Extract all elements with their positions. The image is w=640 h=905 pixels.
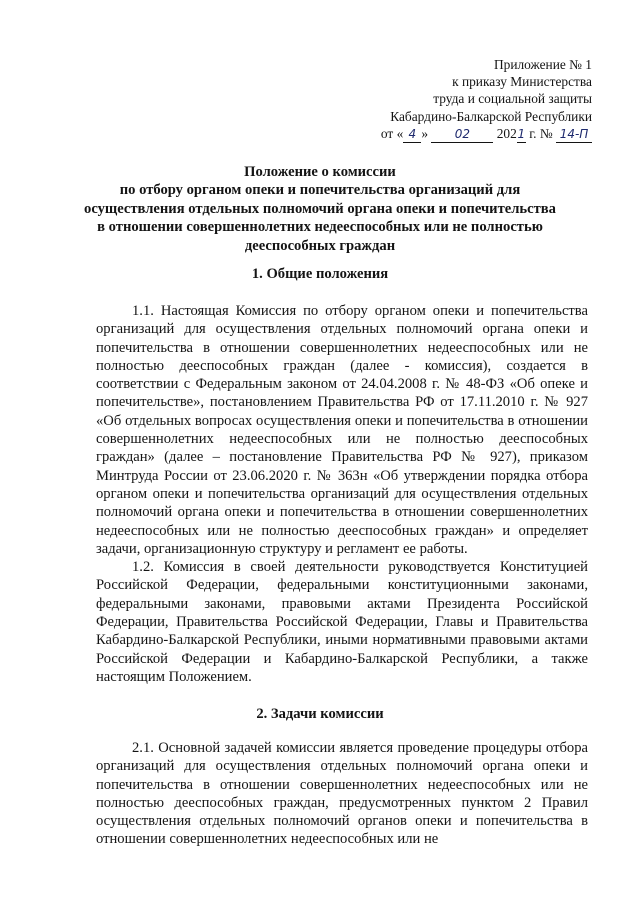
handwritten-month: 02 xyxy=(454,126,471,141)
annex-line-3: труда и социальной защиты xyxy=(433,91,592,107)
annex-line-2: к приказу Министерства xyxy=(452,74,592,90)
annex-line-4: Кабардино-Балкарской Республики xyxy=(390,108,592,124)
date-mid: » xyxy=(421,125,429,141)
paragraph-2-1: 2.1. Основной задачей комиссии является проведение процедуры отбора организаций для осуществления отдельных полномочий органа опеки и попечительства в отношении совершеннолетних недееспособных или не полностью дееспособных граждан, предусмотренных пунктом 2 Правил осуществления отдельных полномочий органов опеки и попечительства в отношении совершеннолетних недееспособных или не xyxy=(96,740,588,848)
section-2-heading: 2. Задачи комиссии xyxy=(256,706,384,722)
annex-line-1: Приложение № 1 xyxy=(493,57,592,72)
handwritten-day: 4 xyxy=(408,126,417,141)
title-line-2: по отбору органом опеки и попечительства организаций для xyxy=(119,182,521,199)
title-line-3: осуществления отдельных полномочий органа опеки и попечительства xyxy=(84,200,556,217)
section-1-heading: 1. Общие положения xyxy=(251,266,389,282)
section-2-body xyxy=(96,739,588,849)
title-line-4: в отношении совершеннолетних недееспособных или не полностью xyxy=(97,219,543,236)
annex-date-line xyxy=(352,125,592,143)
annex-block xyxy=(352,56,592,143)
document-title xyxy=(82,163,558,255)
handwritten-number: 14-П xyxy=(559,126,589,141)
title-line-1: Положение о комиссии xyxy=(244,164,396,180)
title-line-5: дееспособных граждан xyxy=(244,237,396,254)
paragraph-1-1: 1.1. Настоящая Комиссия по отбору органом опеки и попечительства организаций для осуществления отдельных полномочий органа опеки и попечительства в отношении совершеннолетних недееспособных или не полностью дееспособных граждан (далее - комиссия), создается в соответствии с Федеральным законом от 24.04.2008 г. № 48-ФЗ «Об опеке и попечительстве», постановлением Правительства РФ от 17.11.2010 г. № 927 «Об отдельных вопросах осуществления опеки и попечительства в отношении совершеннолетних недееспособных или не полностью дееспособных граждан» (далее – постановление Правительства РФ № 927), приказом Минтруда России от 23.06.2020 г. № 363н «Об утверждении порядка отбора органом опеки и попечительства организаций для осуществления отдельных полномочий органа опеки и попечительства в отношении совершеннолетних недееспособных или не полностью дееспособных граждан» и определяет задачи, организационную структуру и регламент ее работы. xyxy=(96,303,588,557)
year-suffix: г. № xyxy=(529,125,553,141)
date-prefix: от « xyxy=(380,125,404,141)
year-prefix: 202 xyxy=(496,125,517,141)
handwritten-year-digit: 1 xyxy=(517,126,526,141)
section-1-body xyxy=(96,302,588,686)
paragraph-1-2: 1.2. Комиссия в своей деятельности руководствуется Конституцией Российской Федерации, федеральными конституционными законами, федеральными законами, правовыми актами Президента Российской Федерации, Правительства Российской Федерации, Главы и Правительства Кабардино-Балкарской Республики, иными нормативными правовыми актами Российской Федерации и Кабардино-Балкарской Республики, а также настоящим Положением. xyxy=(96,559,588,685)
